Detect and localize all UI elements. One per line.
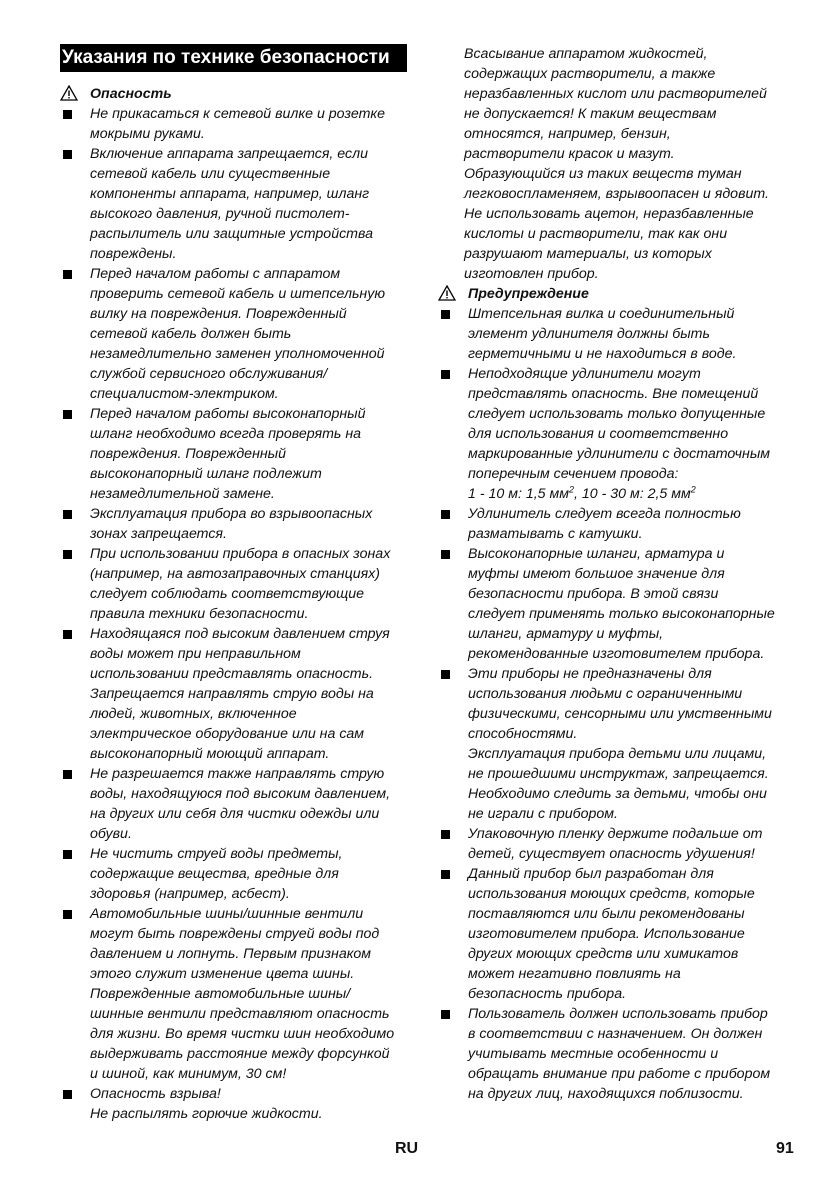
text-line: использования людьми с ограниченными <box>468 686 743 702</box>
text-line: повреждены. <box>90 246 177 262</box>
square-bullet-icon <box>63 910 72 919</box>
text-line: Эти приборы не предназначены для <box>468 666 712 682</box>
text-line: представлять опасность. Вне помещений <box>468 386 759 402</box>
list-item <box>60 1084 405 1124</box>
text-line: шинные вентили представляют опасность <box>90 1006 390 1022</box>
list-item <box>438 504 783 544</box>
text-line: Высоконапорные шланги, арматура и <box>468 546 725 562</box>
square-bullet-icon <box>441 550 450 559</box>
text-line: службой сервисного обслуживания/ <box>90 366 328 382</box>
text-line: Опасность взрыва! <box>90 1086 221 1102</box>
square-bullet-icon <box>441 510 450 519</box>
text-line: в соответствии с назначением. Он должен <box>468 1026 763 1042</box>
text-line: безопасности прибора. В этой связи <box>468 586 719 602</box>
text-line: других моющих средств или химикатов <box>468 946 739 962</box>
superscript: 2 <box>690 484 696 495</box>
warning-triangle-icon <box>438 285 456 301</box>
text-line: разматывать с катушки. <box>468 526 643 542</box>
square-bullet-icon <box>441 1010 450 1019</box>
footer-language: RU <box>395 1140 419 1157</box>
text-line: здоровья (например, асбест). <box>90 886 290 902</box>
text-line: герметичными и не находиться в воде. <box>468 346 737 362</box>
text-line: содержащих растворители, а также <box>464 66 716 82</box>
square-bullet-icon <box>441 370 450 379</box>
text-line: не играли с прибором. <box>468 806 618 822</box>
text-line: Не использовать ацетон, неразбавленные <box>464 206 754 222</box>
text-line: Не чистить струей воды предметы, <box>90 846 343 862</box>
text-line: относятся, например, бензин, <box>464 126 671 142</box>
text-line: Находящаяся под высоким давлением струя <box>90 626 390 642</box>
text-line: компоненты аппарата, например, шланг <box>90 186 370 202</box>
text-line: содержащие вещества, вредные для <box>90 866 339 882</box>
spec-text: 1 - 10 м: 1,5 мм <box>468 486 569 502</box>
text-line: Не прикасаться к сетевой вилке и розетке <box>90 106 385 122</box>
text-line: муфты имеют большое значение для <box>468 566 725 582</box>
text-line: Эксплуатация прибора детьми или лицами, <box>468 746 767 762</box>
square-bullet-icon <box>63 510 72 519</box>
text-line: повреждения. Поврежденный <box>90 446 287 462</box>
text-line: Не распылять горючие жидкости. <box>90 1106 323 1122</box>
text-line: способностями. <box>468 726 578 742</box>
text-line: учитывать местные особенности и <box>468 1046 719 1062</box>
text-line: растворители красок и мазут. <box>464 146 675 162</box>
text-line: сетевой кабель или существенные <box>90 166 331 182</box>
text-line: физическими, сенсорными или умственными <box>468 706 772 722</box>
square-bullet-icon <box>63 770 72 779</box>
text-line: Перед началом работы высоконапорный <box>90 406 366 422</box>
text-line: и шиной, как минимум, 30 см! <box>90 1066 287 1082</box>
text-line: незамедлительной замене. <box>90 486 275 502</box>
right-column <box>438 44 783 1104</box>
list-item <box>438 304 783 364</box>
superscript: 2 <box>568 484 574 495</box>
list-item <box>438 544 783 664</box>
text-line: шланг необходимо всегда проверять на <box>90 426 362 442</box>
text-line: поперечным сечением провода: <box>468 466 679 482</box>
text-line: использовании представлять опасность. <box>90 666 374 682</box>
text-line: Перед началом работы с аппаратом <box>90 266 341 282</box>
list-item <box>60 144 405 264</box>
page-title: Указания по технике безопасности <box>60 44 407 72</box>
text-line: легковоспламеняем, взрывоопасен и ядовит. <box>464 186 769 202</box>
text-line: Образующийся из таких веществ туман <box>464 166 742 182</box>
text-line: высокого давления, ручной пистолет- <box>90 206 350 222</box>
text-line: давлением и лопнуть. Первым признаком <box>90 946 372 962</box>
text-line: Запрещается направлять струю воды на <box>90 686 374 702</box>
text-line: Данный прибор был разработан для <box>468 866 714 882</box>
text-line: рекомендованные изготовителем прибора. <box>468 646 765 662</box>
danger-header <box>60 84 405 104</box>
square-bullet-icon <box>63 410 72 419</box>
text-line: высоконапорный шланг подлежит <box>90 466 322 482</box>
list-item <box>60 404 405 504</box>
square-bullet-icon <box>63 630 72 639</box>
text-line: высоконапорный моющий аппарат. <box>90 746 330 762</box>
warning-list <box>438 304 783 1104</box>
text-line: При использовании прибора в опасных зонах <box>90 546 391 562</box>
text-line: обуви. <box>90 826 132 842</box>
list-item <box>60 844 405 904</box>
text-line: обращать внимание при работе с прибором <box>468 1066 771 1082</box>
list-item <box>60 904 405 1084</box>
square-bullet-icon <box>63 850 72 859</box>
square-bullet-icon <box>63 550 72 559</box>
text-line: для жизни. Во время чистки шин необходимо <box>90 1026 395 1042</box>
text-line: Удлинитель следует всегда полностью <box>468 506 741 522</box>
warning-header <box>438 284 783 304</box>
text-line: разрушают материалы, из которых <box>464 246 712 262</box>
spec-text: , 10 - 30 м: 2,5 мм <box>573 486 691 502</box>
text-line: воды может при неправильном <box>90 646 301 662</box>
text-line: для использования и соответственно <box>468 426 729 442</box>
text-line: Необходимо следить за детьми, чтобы они <box>468 786 767 802</box>
text-line: электрическое оборудование или на сам <box>90 726 365 742</box>
square-bullet-icon <box>441 310 450 319</box>
solvent-warning-paragraph <box>464 44 783 284</box>
warning-triangle-icon <box>60 85 78 101</box>
list-item <box>60 544 405 624</box>
warning-label: Предупреждение <box>468 286 589 302</box>
text-line: поставляются или были рекомендованы <box>468 906 745 922</box>
square-bullet-icon <box>441 830 450 839</box>
cable-cross-section-spec <box>468 484 783 504</box>
list-item <box>438 364 783 504</box>
square-bullet-icon <box>63 270 72 279</box>
list-item <box>438 864 783 1004</box>
text-line: мокрыми руками. <box>90 126 205 142</box>
left-column <box>60 44 405 1124</box>
text-line: шланги, арматуру и муфты, <box>468 626 664 642</box>
list-item <box>438 664 783 824</box>
text-line: незамедлительно заменен уполномоченной <box>90 346 385 362</box>
text-line: следует соблюдать соответствующие <box>90 586 365 602</box>
text-line: Всасывание аппаратом жидкостей, <box>464 46 708 62</box>
text-line: выдерживать расстояние между форсункой <box>90 1046 390 1062</box>
text-line: Эксплуатация прибора во взрывоопасных <box>90 506 373 522</box>
list-item <box>60 504 405 544</box>
text-line: Автомобильные шины/шинные вентили <box>90 906 364 922</box>
text-line: может негативно повлиять на <box>468 966 681 982</box>
text-line: специалистом-электриком. <box>90 386 279 402</box>
text-line: маркированные удлинители с достаточным <box>468 446 770 462</box>
page-number: 91 <box>776 1140 794 1157</box>
list-item <box>60 624 405 764</box>
list-item <box>60 764 405 844</box>
text-line: (например, на автозаправочных станциях) <box>90 566 380 582</box>
square-bullet-icon <box>63 1090 72 1099</box>
text-line: Штепсельная вилка и соединительный <box>468 306 735 322</box>
text-line: могут быть повреждены струей воды под <box>90 926 380 942</box>
text-line: зонах запрещается. <box>90 526 227 542</box>
square-bullet-icon <box>441 870 450 879</box>
text-line: вилку на повреждения. Поврежденный <box>90 306 347 322</box>
text-line: на других лиц, находящихся поблизости. <box>468 1086 744 1102</box>
list-item <box>60 104 405 144</box>
text-line: элемент удлинителя должны быть <box>468 326 710 342</box>
text-line: следует использовать только допущенные <box>468 406 766 422</box>
text-line: Включение аппарата запрещается, если <box>90 146 369 162</box>
text-line: безопасность прибора. <box>468 986 627 1002</box>
text-line: сетевой кабель должен быть <box>90 326 292 342</box>
text-line: не прошедшими инструктаж, запрещается. <box>468 766 769 782</box>
text-line: не допускается! К таким веществам <box>464 106 717 122</box>
square-bullet-icon <box>63 150 72 159</box>
text-line: изготовлен прибор. <box>464 266 599 282</box>
text-line: проверить сетевой кабель и штепсельную <box>90 286 385 302</box>
list-item <box>60 264 405 404</box>
text-line: людей, животных, включенное <box>90 706 297 722</box>
text-line: изготовителем прибора. Использование <box>468 926 745 942</box>
text-line: на других или себя для чистки одежды или <box>90 806 380 822</box>
text-line: следует применять только высоконапорные <box>468 606 775 622</box>
text-line: этого служит изменение цвета шины. <box>90 966 355 982</box>
text-line: детей, существует опасность удушения! <box>468 846 755 862</box>
text-line: распылитель или защитные устройства <box>90 226 373 242</box>
text-line: воды, находящуюся под высоким давлением, <box>90 786 391 802</box>
text-line: правила техники безопасности. <box>90 606 309 622</box>
text-line: Пользователь должен использовать прибор <box>468 1006 768 1022</box>
text-line: Упаковочную пленку держите подальше от <box>468 826 763 842</box>
text-line: Неподходящие удлинители могут <box>468 366 701 382</box>
danger-list <box>60 104 405 1124</box>
list-item <box>438 824 783 864</box>
square-bullet-icon <box>63 110 72 119</box>
text-line: Не разрешается также направлять струю <box>90 766 385 782</box>
text-line: неразбавленных кислот или растворителей <box>464 86 767 102</box>
text-line: использования моющих средств, которые <box>468 886 755 902</box>
danger-label: Опасность <box>90 86 172 102</box>
list-item <box>438 1004 783 1104</box>
text-line: Поврежденные автомобильные шины/ <box>90 986 351 1002</box>
square-bullet-icon <box>441 670 450 679</box>
text-line: кислоты и растворители, так как они <box>464 226 728 242</box>
